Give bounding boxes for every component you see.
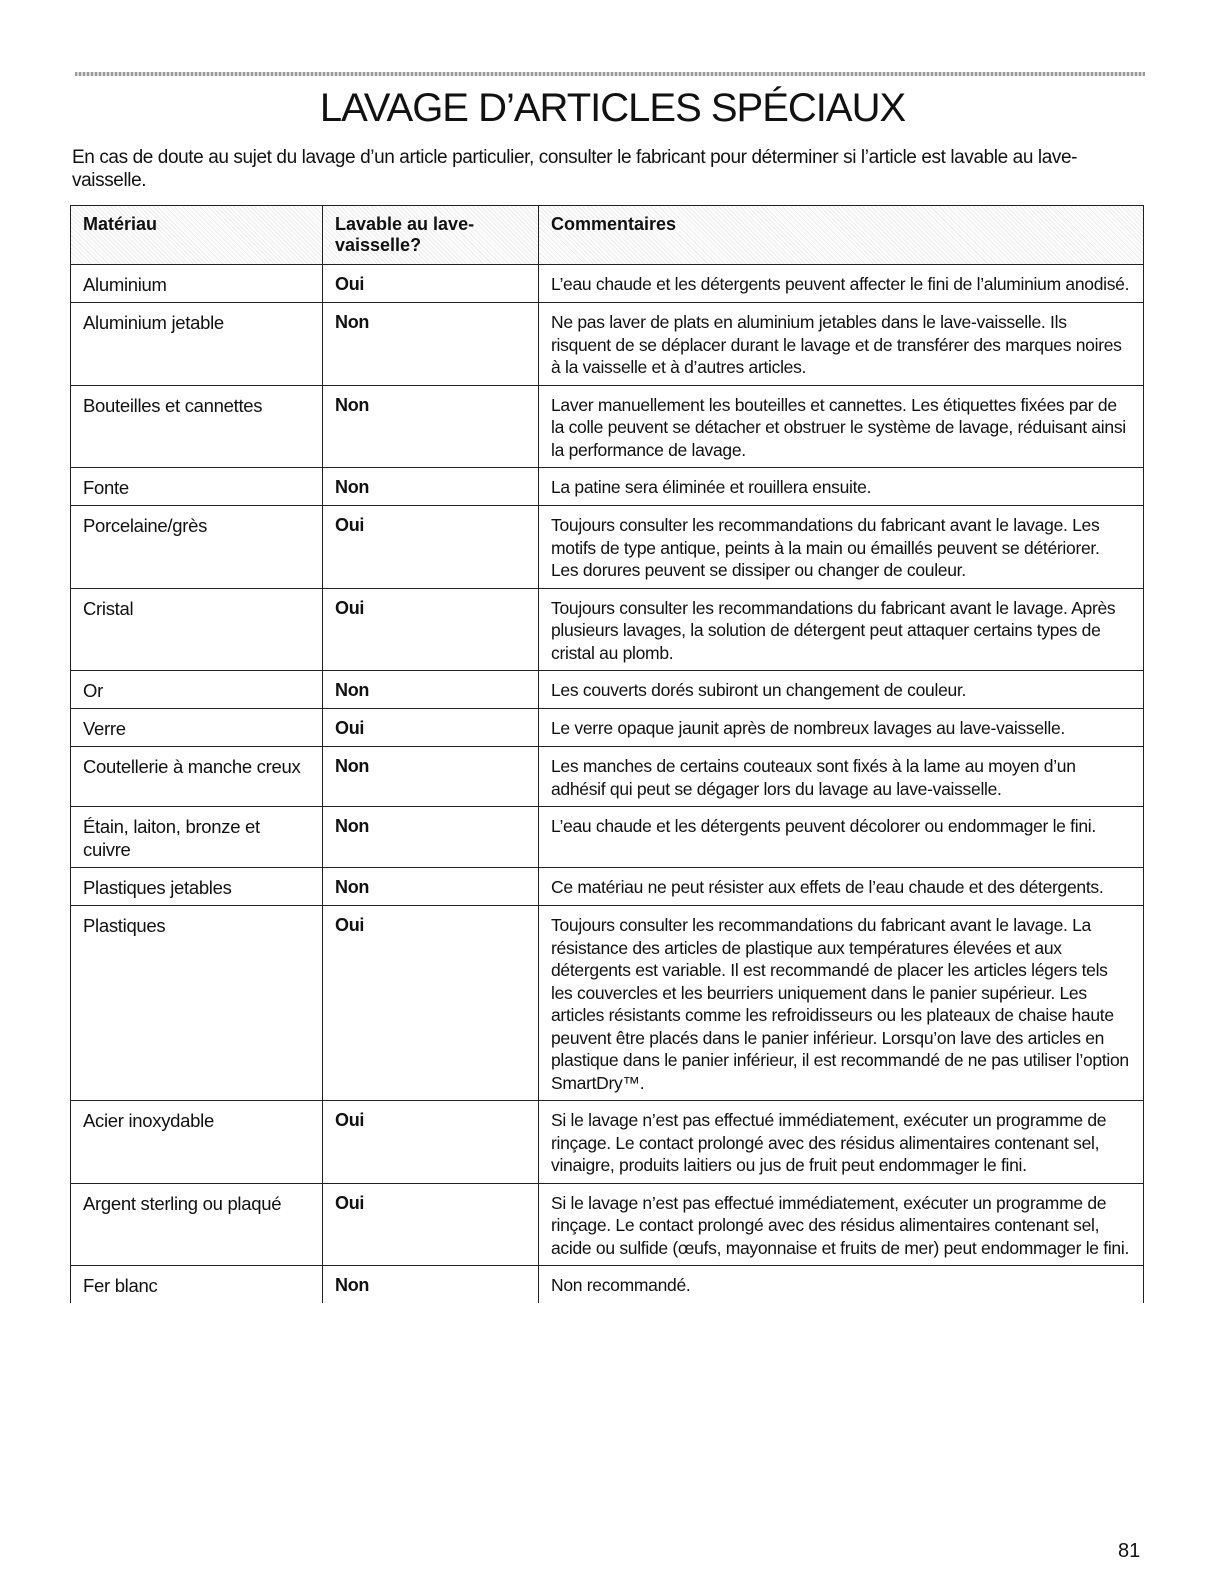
table-row <box>71 1101 1144 1184</box>
material-cell: Argent sterling ou plaqué <box>71 1183 323 1266</box>
table-row <box>71 709 1144 747</box>
washable-cell: Non <box>323 747 539 807</box>
washable-cell: Oui <box>323 1183 539 1266</box>
material-cell: Porcelaine/grès <box>71 506 323 589</box>
materials-table-container <box>70 205 1143 1303</box>
material-cell: Plastiques <box>71 906 323 1101</box>
header-comments: Commentaires <box>539 206 1144 265</box>
washable-cell: Oui <box>323 588 539 671</box>
washable-cell: Non <box>323 303 539 386</box>
top-rule <box>75 72 1145 76</box>
washable-cell: Non <box>323 385 539 468</box>
washable-cell: Non <box>323 468 539 506</box>
washable-cell: Oui <box>323 709 539 747</box>
header-material: Matériau <box>71 206 323 265</box>
material-cell: Fer blanc <box>71 1266 323 1304</box>
table-row <box>71 868 1144 906</box>
comment-cell: L’eau chaude et les détergents peuvent décolorer ou endommager le fini. <box>539 807 1144 868</box>
washable-cell: Oui <box>323 1101 539 1184</box>
material-cell: Cristal <box>71 588 323 671</box>
comment-cell: Le verre opaque jaunit après de nombreux lavages au lave-vaisselle. <box>539 709 1144 747</box>
material-cell: Verre <box>71 709 323 747</box>
materials-table <box>70 205 1144 1303</box>
table-row <box>71 747 1144 807</box>
material-cell: Bouteilles et cannettes <box>71 385 323 468</box>
comment-cell: Ce matériau ne peut résister aux effets de l’eau chaude et des détergents. <box>539 868 1144 906</box>
washable-cell: Non <box>323 868 539 906</box>
washable-cell: Oui <box>323 906 539 1101</box>
material-cell: Fonte <box>71 468 323 506</box>
washable-cell: Non <box>323 807 539 868</box>
material-cell: Acier inoxydable <box>71 1101 323 1184</box>
comment-cell: La patine sera éliminée et rouillera ensuite. <box>539 468 1144 506</box>
table-row <box>71 385 1144 468</box>
intro-paragraph: En cas de doute au sujet du lavage d’un article particulier, consulter le fabricant pour déterminer si l’article est lavable au lave-vaisselle. <box>72 147 1078 191</box>
table-row <box>71 807 1144 868</box>
table-row <box>71 506 1144 589</box>
table-row <box>71 468 1144 506</box>
comment-cell: Si le lavage n’est pas effectué immédiatement, exécuter un programme de rinçage. Le contact prolongé avec des résidus alimentaires contenant sel, vinaigre, produits laitiers ou jus de fruit peut endommager le fini. <box>539 1101 1144 1184</box>
washable-cell: Oui <box>323 265 539 303</box>
comment-cell: Si le lavage n’est pas effectué immédiatement, exécuter un programme de rinçage. Le contact prolongé avec des résidus alimentaires contenant sel, acide ou sulfide (œufs, mayonnaise et fruits de mer) peut endommager le fini. <box>539 1183 1144 1266</box>
comment-cell: Non recommandé. <box>539 1266 1144 1304</box>
washable-cell: Non <box>323 1266 539 1304</box>
comment-cell: Toujours consulter les recommandations du fabricant avant le lavage. Après plusieurs lavages, la solution de détergent peut attaquer certains types de cristal au plomb. <box>539 588 1144 671</box>
material-cell: Aluminium <box>71 265 323 303</box>
table-row <box>71 1183 1144 1266</box>
comment-cell: Ne pas laver de plats en aluminium jetables dans le lave-vaisselle. Ils risquent de se déplacer durant le lavage et de transférer des marques noires à la vaisselle et à d’autres articles. <box>539 303 1144 386</box>
comment-cell: Laver manuellement les bouteilles et cannettes. Les étiquettes fixées par de la colle peuvent se détacher et obstruer le système de lavage, réduisant ainsi la performance de lavage. <box>539 385 1144 468</box>
table-row <box>71 303 1144 386</box>
material-cell: Coutellerie à manche creux <box>71 747 323 807</box>
material-cell: Or <box>71 671 323 709</box>
header-washable: Lavable au lave-vaisselle? <box>323 206 539 265</box>
table-row <box>71 265 1144 303</box>
table-row <box>71 671 1144 709</box>
comment-cell: Toujours consulter les recommandations du fabricant avant le lavage. Les motifs de type antique, peints à la main ou émaillés peuvent se détériorer. Les dorures peuvent se dissiper ou changer de couleur. <box>539 506 1144 589</box>
table-header-row <box>71 206 1144 265</box>
comment-cell: Les couverts dorés subiront un changement de couleur. <box>539 671 1144 709</box>
material-cell: Étain, laiton, bronze et cuivre <box>71 807 323 868</box>
table-row <box>71 588 1144 671</box>
material-cell: Plastiques jetables <box>71 868 323 906</box>
washable-cell: Oui <box>323 506 539 589</box>
washable-cell: Non <box>323 671 539 709</box>
table-row <box>71 906 1144 1101</box>
page-title: LAVAGE D’ARTICLES SPÉCIAUX <box>319 86 906 130</box>
table-row <box>71 1266 1144 1304</box>
comment-cell: L’eau chaude et les détergents peuvent affecter le fini de l’aluminium anodisé. <box>539 265 1144 303</box>
comment-cell: Les manches de certains couteaux sont fixés à la lame au moyen d’un adhésif qui peut se dégager lors du lavage au lave-vaisselle. <box>539 747 1144 807</box>
material-cell: Aluminium jetable <box>71 303 323 386</box>
comment-cell: Toujours consulter les recommandations du fabricant avant le lavage. La résistance des articles de plastique aux températures élevées et aux détergents est variable. Il est recommandé de placer les articles légers tels les couvercles et les beurriers uniquement dans le panier supérieur. Les articles résistants comme les refroidisseurs ou les plateaux de chaise haute peuvent être placés dans le panier inférieur. Lorsqu’on lave des articles en plastique dans le panier inférieur, il est recommandé de ne pas utiliser l’option SmartDry™. <box>539 906 1144 1101</box>
page-number: 81 <box>1118 1540 1141 1562</box>
